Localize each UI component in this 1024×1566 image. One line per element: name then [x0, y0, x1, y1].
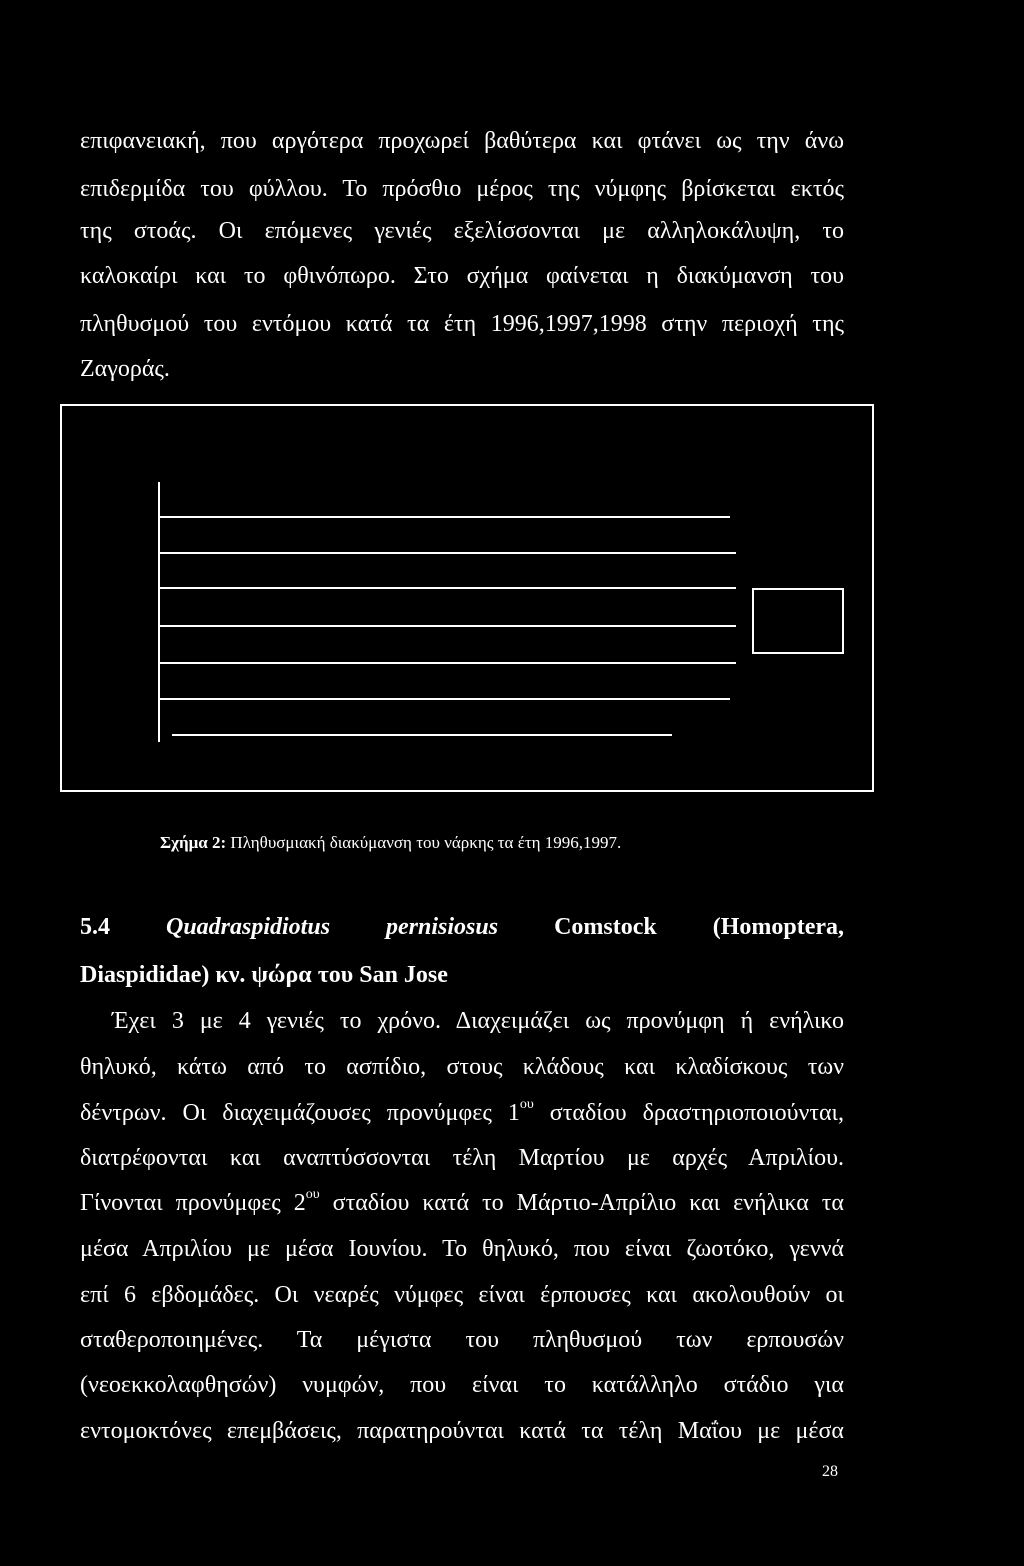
figure-line	[160, 625, 736, 627]
text-line: μέσα Απριλίου με μέσα Ιουνίου. Το θηλυκό, που είναι ζωοτόκο, γεννά	[80, 1236, 844, 1262]
figure-caption-text: Πληθυσμιακή διακύμανση του νάρκης τα έτη 1996,1997.	[230, 833, 622, 852]
figure-line	[160, 552, 736, 554]
ordinal-superscript: ου	[519, 1097, 534, 1112]
text-line: επιφανειακή, που αργότερα προχωρεί βαθύτερα και φτάνει ως την άνω	[80, 128, 844, 154]
figure-legend-box	[752, 588, 844, 654]
text-line: πληθυσμού του εντόμου κατά τα έτη 1996,1997,1998 στην περιοχή της	[80, 311, 844, 337]
text-run: σταδίου δραστηριοποιούνται,	[533, 1100, 844, 1126]
text-run: δέντρων. Οι διαχειμάζουσες προνύμφες 1	[80, 1100, 520, 1126]
section-heading	[80, 912, 844, 942]
order-family: (Homoptera,	[712, 914, 844, 940]
figure-line	[172, 734, 672, 736]
figure-line	[160, 516, 730, 518]
text-line: Έχει 3 με 4 γενιές το χρόνο. Διαχειμάζει ως προνύμφη ή ενήλικο	[112, 1008, 844, 1034]
text-line	[80, 1098, 844, 1128]
figure-frame	[60, 404, 874, 792]
ordinal-superscript: ου	[305, 1187, 320, 1202]
species-author: Comstock	[554, 914, 657, 940]
figure-caption-label: Σχήμα 2:	[160, 833, 227, 852]
text-line: θηλυκό, κάτω από το ασπίδιο, στους κλάδους και κλαδίσκους των	[80, 1054, 844, 1080]
species-epithet: pernisiosus	[386, 914, 499, 940]
text-line	[80, 1188, 844, 1218]
text-line: καλοκαίρι και το φθινόπωρο. Στο σχήμα φαίνεται η διακύμανση του	[80, 263, 844, 289]
figure-axis	[158, 482, 160, 742]
figure-line	[160, 587, 736, 589]
text-line: σταθεροποιημένες. Τα μέγιστα του πληθυσμού των ερπουσών	[80, 1327, 844, 1353]
figure-line	[160, 662, 736, 664]
section-number: 5.4	[80, 914, 110, 940]
text-run: σταδίου κατά το Μάρτιο-Απρίλιο και ενήλικα τα	[319, 1190, 844, 1216]
figure-line	[160, 698, 730, 700]
text-line: (νεοεκκολαφθησών) νυμφών, που είναι το κατάλληλο στάδιο για	[80, 1372, 844, 1398]
section-heading-line-2: Diaspididae) κν. ψώρα του San Jose	[80, 962, 448, 988]
species-genus: Quadraspidiotus	[165, 914, 331, 940]
figure-caption	[160, 831, 621, 855]
text-line: επί 6 εβδομάδες. Οι νεαρές νύμφες είναι έρπουσες και ακολουθούν οι	[80, 1282, 844, 1308]
text-line: της στοάς. Οι επόμενες γενιές εξελίσσονται με αλληλοκάλυψη, το	[80, 218, 844, 244]
text-line: διατρέφονται και αναπτύσσονται τέλη Μαρτίου με αρχές Απριλίου.	[80, 1145, 844, 1171]
text-line: επιδερμίδα του φύλλου. Το πρόσθιο μέρος της νύμφης βρίσκεται εκτός	[80, 176, 844, 202]
text-line: Ζαγοράς.	[80, 356, 170, 382]
page-number: 28	[822, 1463, 838, 1480]
text-run: Γίνονται προνύμφες 2	[80, 1190, 306, 1216]
text-line: εντομοκτόνες επεμβάσεις, παρατηρούνται κατά τα τέλη Μαΐου με μέσα	[80, 1418, 844, 1444]
